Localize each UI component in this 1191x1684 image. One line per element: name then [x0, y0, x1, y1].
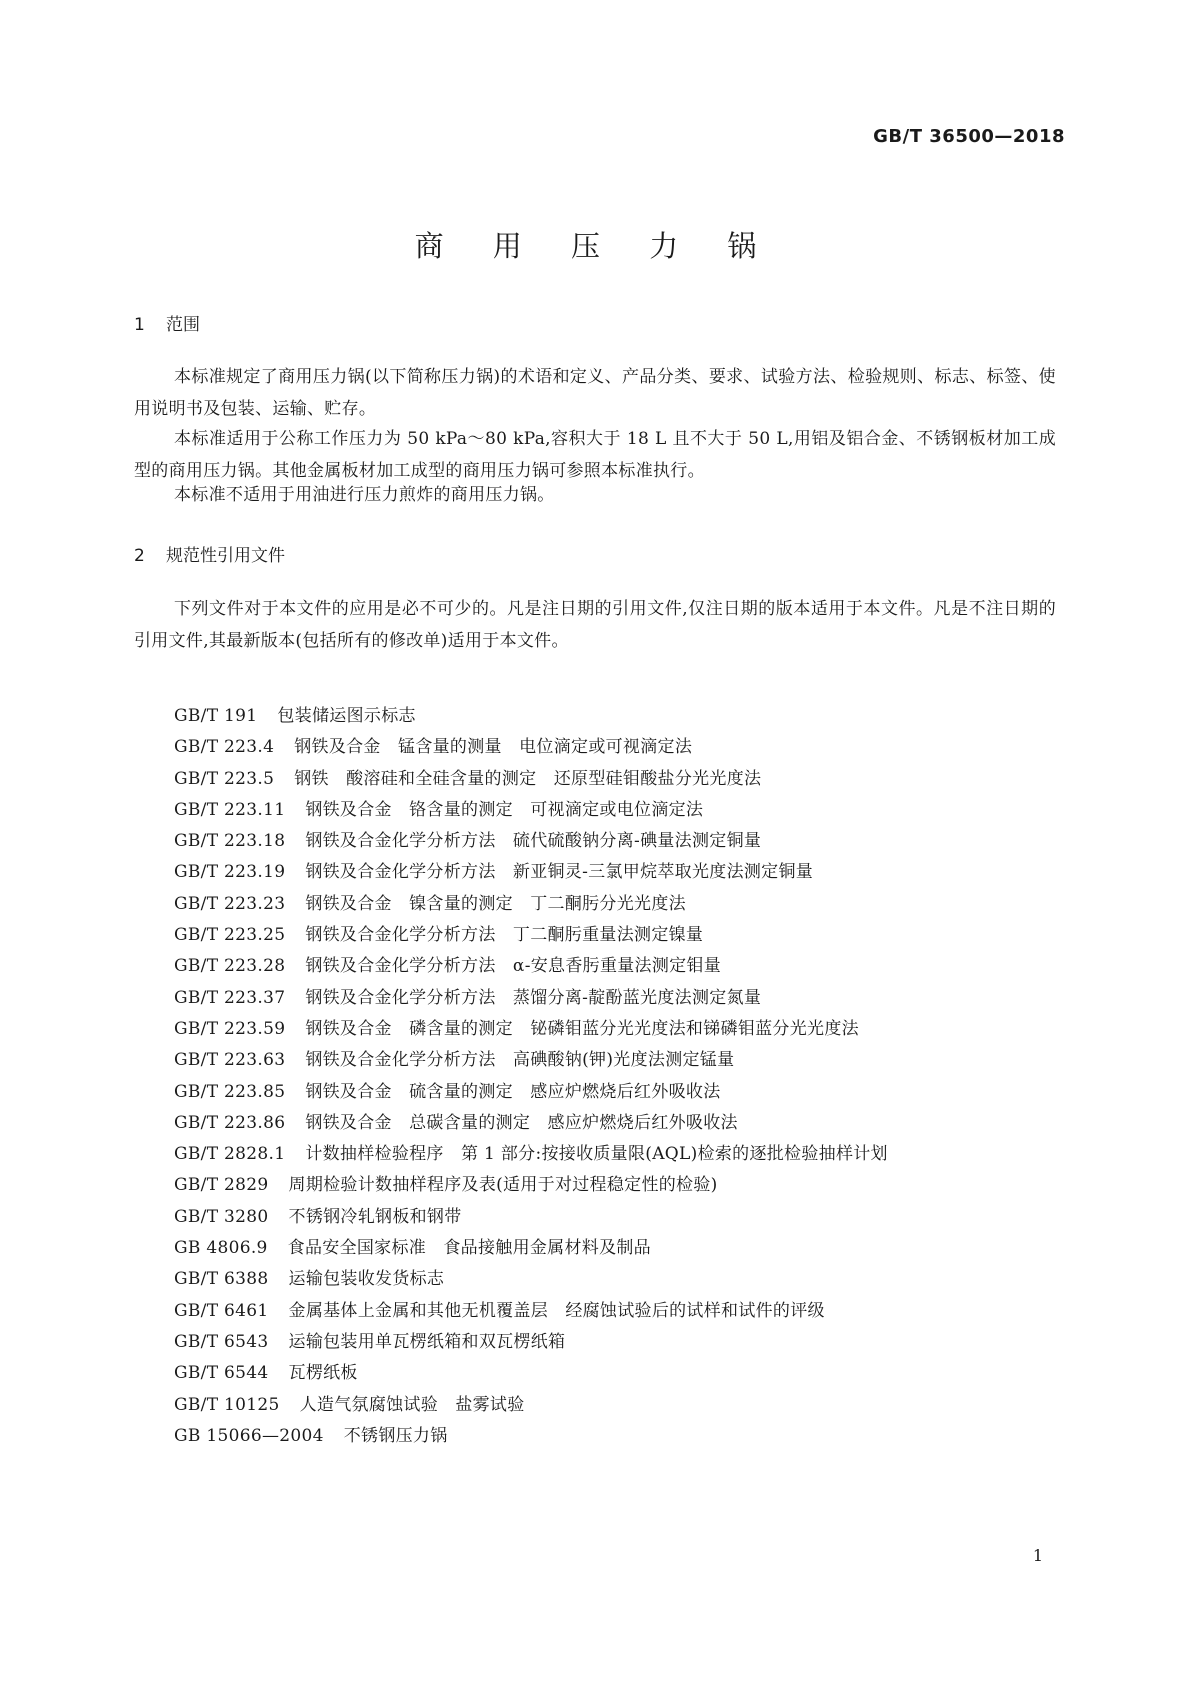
reference-title: 钢铁 酸溶硅和全硅含量的测定 还原型硅钼酸盐分光光度法 — [294, 768, 762, 789]
reference-title: 计数抽样检验程序 第 1 部分:按接收质量限(AQL)检索的逐批检验抽样计划 — [305, 1144, 888, 1165]
reference-item — [174, 983, 888, 1014]
reference-title: 钢铁及合金化学分析方法 丁二酮肟重量法测定镍量 — [305, 925, 704, 946]
document-title: 商 用 压 力 锅 — [414, 229, 777, 263]
reference-code: GB/T 223.5 — [174, 768, 275, 789]
reference-item — [174, 1202, 888, 1233]
section-2-number: 2 — [134, 546, 145, 566]
reference-title: 钢铁及合金化学分析方法 α-安息香肟重量法测定钼量 — [305, 956, 722, 977]
reference-title: 包装储运图示标志 — [277, 706, 416, 726]
scope-paragraph-1: 本标准规定了商用压力锅(以下简称压力锅)的术语和定义、产品分类、要求、试验方法、检验规则、标志、标签、使用说明书及包装、运输、贮存。 — [134, 367, 1056, 419]
reference-title: 食品安全国家标准 食品接触用金属材料及制品 — [287, 1238, 651, 1259]
reference-title: 钢铁及合金化学分析方法 高碘酸钠(钾)光度法测定锰量 — [305, 1050, 735, 1071]
reference-code: GB/T 223.63 — [174, 1050, 286, 1071]
reference-item — [174, 1170, 888, 1201]
reference-item — [174, 1327, 888, 1358]
reference-title: 钢铁及合金化学分析方法 硫代硫酸钠分离-碘量法测定铜量 — [305, 831, 762, 852]
reference-list — [174, 701, 888, 1452]
scope-paragraph-3: 本标准不适用于用油进行压力煎炸的商用压力锅。 — [174, 485, 555, 505]
reference-title: 运输包装收发货标志 — [288, 1269, 445, 1290]
reference-code: GB/T 2829 — [174, 1175, 269, 1196]
reference-item — [174, 826, 888, 857]
standard-code: GB/T 36500—2018 — [873, 126, 1065, 147]
reference-code: GB/T 6388 — [174, 1269, 269, 1290]
section-1-heading — [134, 310, 200, 335]
section-1-title: 范围 — [166, 315, 200, 335]
reference-code: GB/T 223.28 — [174, 956, 286, 977]
reference-title: 钢铁及合金 硫含量的测定 感应炉燃烧后红外吸收法 — [305, 1081, 721, 1102]
section-2-title: 规范性引用文件 — [166, 546, 285, 566]
reference-title: 钢铁及合金 总碳含量的测定 感应炉燃烧后红外吸收法 — [305, 1112, 738, 1133]
reference-code: GB/T 223.59 — [174, 1018, 286, 1039]
reference-code: GB/T 223.25 — [174, 925, 286, 946]
reference-item — [174, 701, 888, 732]
reference-code: GB/T 223.4 — [174, 737, 275, 758]
reference-code: GB/T 6543 — [174, 1331, 269, 1352]
reference-code: GB/T 223.85 — [174, 1081, 286, 1102]
reference-item — [174, 1233, 888, 1264]
reference-title: 周期检验计数抽样程序及表(适用于对过程稳定性的检验) — [288, 1175, 718, 1196]
reference-item — [174, 1108, 888, 1139]
reference-code: GB/T 223.23 — [174, 893, 286, 914]
reference-title: 钢铁及合金化学分析方法 新亚铜灵-三氯甲烷萃取光度法测定铜量 — [305, 862, 814, 883]
references-intro: 下列文件对于本文件的应用是必不可少的。凡是注日期的引用文件,仅注日期的版本适用于本文件。凡是不注日期的引用文件,其最新版本(包括所有的修改单)适用于本文件。 — [134, 599, 1056, 651]
reference-item — [174, 795, 888, 826]
reference-code: GB/T 2828.1 — [174, 1144, 286, 1165]
page-number: 1 — [1032, 1546, 1043, 1565]
reference-code: GB/T 10125 — [174, 1394, 280, 1415]
scope-paragraph-2: 本标准适用于公称工作压力为 50 kPa～80 kPa,容积大于 18 L 且不大于 50 L,用铝及铝合金、不锈钢板材加工成型的商用压力锅。其他金属板材加工成型的商用压力锅可参照本标准执行。 — [134, 429, 1056, 481]
reference-title: 钢铁及合金 锰含量的测量 电位滴定或可视滴定法 — [294, 737, 693, 758]
reference-item — [174, 951, 888, 982]
reference-item — [174, 1264, 888, 1295]
reference-code: GB 15066—2004 — [174, 1425, 324, 1446]
reference-item — [174, 1296, 888, 1327]
reference-code: GB/T 6461 — [174, 1300, 269, 1321]
reference-title: 钢铁及合金 镍含量的测定 丁二酮肟分光光度法 — [305, 893, 686, 914]
reference-title: 钢铁及合金化学分析方法 蒸馏分离-靛酚蓝光度法测定氮量 — [305, 987, 762, 1008]
reference-title: 瓦楞纸板 — [288, 1363, 358, 1384]
reference-code: GB/T 223.37 — [174, 987, 286, 1008]
reference-title: 钢铁及合金 磷含量的测定 铋磷钼蓝分光光度法和锑磷钼蓝分光光度法 — [305, 1018, 859, 1039]
section-2-heading — [134, 541, 285, 566]
reference-code: GB/T 223.86 — [174, 1112, 286, 1133]
reference-code: GB/T 191 — [174, 706, 258, 726]
reference-item — [174, 920, 888, 951]
reference-item — [174, 857, 888, 888]
reference-code: GB/T 3280 — [174, 1206, 269, 1227]
reference-code: GB 4806.9 — [174, 1238, 268, 1259]
reference-title: 不锈钢压力锅 — [343, 1425, 448, 1446]
reference-title: 金属基体上金属和其他无机覆盖层 经腐蚀试验后的试样和试件的评级 — [288, 1300, 825, 1321]
reference-item — [174, 1421, 888, 1452]
reference-item — [174, 1139, 888, 1170]
section-1-number: 1 — [134, 315, 145, 335]
reference-code: GB/T 223.19 — [174, 862, 286, 883]
reference-title: 运输包装用单瓦楞纸箱和双瓦楞纸箱 — [288, 1331, 566, 1352]
reference-item — [174, 1045, 888, 1076]
reference-item — [174, 1014, 888, 1045]
reference-title: 不锈钢冷轧钢板和钢带 — [288, 1206, 462, 1227]
reference-code: GB/T 223.18 — [174, 831, 286, 852]
reference-item — [174, 1358, 888, 1389]
reference-code: GB/T 6544 — [174, 1363, 269, 1384]
reference-item — [174, 732, 888, 763]
reference-item — [174, 1390, 888, 1421]
reference-item — [174, 1077, 888, 1108]
reference-item — [174, 889, 888, 920]
reference-title: 钢铁及合金 铬含量的测定 可视滴定或电位滴定法 — [305, 799, 704, 820]
reference-title: 人造气氛腐蚀试验 盐雾试验 — [299, 1394, 525, 1415]
reference-item — [174, 764, 888, 795]
reference-code: GB/T 223.11 — [174, 799, 286, 820]
